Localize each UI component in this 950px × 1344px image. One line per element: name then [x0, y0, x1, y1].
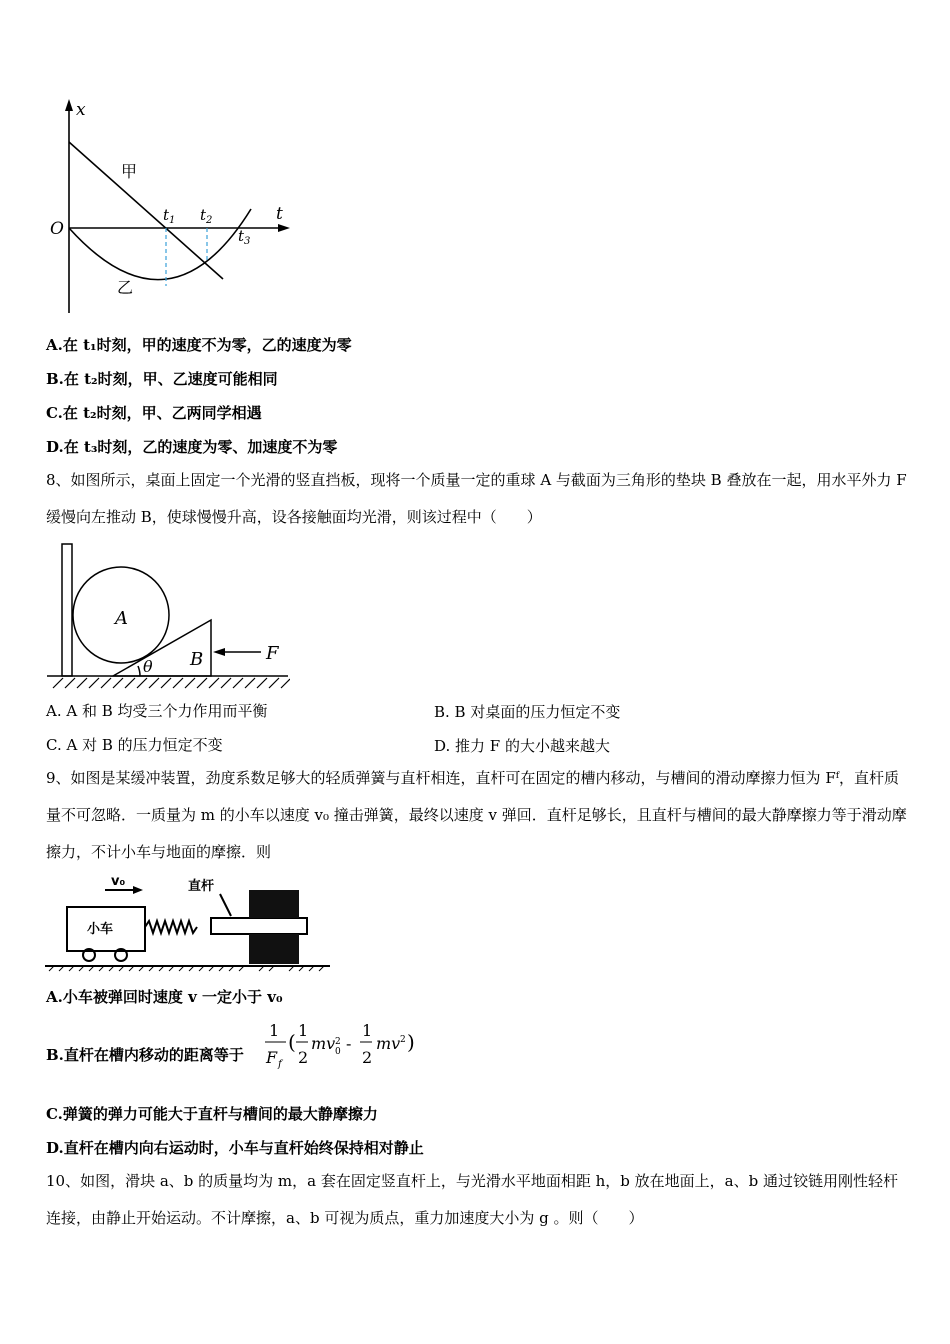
- slot-top: [249, 890, 299, 918]
- q8-stem: 8、如图所示，桌面上固定一个光滑的竖直挡板，现将一个质量一定的重球 A 与截面为三角形的垫块 B 叠放在一起，用水平外力 F 缓慢向左推动 B，使球慢慢升高，设各接触面均光滑，则该过程中（ ）: [46, 471, 907, 526]
- vertical-board: [62, 544, 72, 676]
- rod: [211, 918, 307, 934]
- x-axis-arrow: [65, 99, 73, 111]
- q8-ball-block-figure: [45, 542, 290, 690]
- t1-label: $t_1$: [163, 206, 176, 226]
- svg-text:2: 2: [362, 1048, 373, 1067]
- svg-text:F: F: [266, 1048, 278, 1067]
- q7-option-b: B.在 t₂时刻，甲、乙速度可能相同: [46, 370, 278, 388]
- svg-text:1: 1: [269, 1021, 280, 1040]
- q8-option-d: D. 推力 F 的大小越来越大: [434, 737, 610, 755]
- t3-label: $t_3$: [238, 227, 251, 247]
- q7-xt-graph: [40, 95, 300, 320]
- x-axis-label: x: [76, 100, 86, 120]
- v0-arrowhead: [133, 886, 143, 894]
- ball-a-label: A: [115, 608, 128, 629]
- q9-stem: 9、如图是某缓冲装置，劲度系数足够大的轻质弹簧与直杆相连，直杆可在固定的槽内移动，与槽间的滑动摩擦力恒为 Fᶠ，直杆质量不可忽略．一质量为 m 的小车以速度 v₀ 撞击弹簧，最终以速度 v 弹回．直杆足够长，且直杆与槽间的最大静摩擦力等于滑动摩擦力，不计小车与地面的摩擦．则: [46, 769, 907, 861]
- q9-buffer-device-figure: [45, 872, 335, 972]
- svg-text:-: -: [346, 1034, 352, 1053]
- cart-label: 小车: [87, 922, 114, 937]
- yi-label: 乙: [117, 278, 134, 297]
- svg-text:0: 0: [335, 1047, 341, 1057]
- svg-text:1: 1: [362, 1021, 373, 1040]
- v0-label: v₀: [111, 874, 126, 889]
- q7-option-a: A.在 t₁时刻，甲的速度不为零，乙的速度为零: [46, 336, 352, 354]
- rod-pointer: [220, 894, 231, 916]
- force-f-label: F: [266, 643, 279, 664]
- q8-option-c: C. A 对 B 的压力恒定不变: [46, 736, 223, 754]
- t-axis-arrow: [278, 224, 290, 232]
- q9-option-a: A.小车被弹回时速度 v 一定小于 v₀: [46, 988, 283, 1006]
- block-b-label: B: [190, 649, 204, 670]
- spring: [145, 921, 197, 933]
- theta-label: θ: [143, 657, 153, 676]
- svg-text:mv: mv: [311, 1034, 336, 1053]
- theta-arc: [138, 666, 140, 676]
- slot-bottom: [249, 934, 299, 964]
- svg-text:f: f: [278, 1059, 282, 1070]
- q7-option-c: C.在 t₂时刻，甲、乙两同学相遇: [46, 404, 262, 422]
- q9-option-b-formula: [262, 1018, 442, 1070]
- svg-text:mv: mv: [376, 1034, 401, 1053]
- t2-label: $t_2$: [200, 206, 213, 226]
- q9-option-b-text: B.直杆在槽内移动的距离等于: [46, 1046, 244, 1064]
- force-arrowhead: [213, 648, 225, 656]
- q10-stem: 10、如图，滑块 a、b 的质量均为 m，a 套在固定竖直杆上，与光滑水平地面相距 h，b 放在地面上，a、b 通过铰链用刚性轻杆连接，由静止开始运动。不计摩擦，a、b 可视为质点，重力加速度大小为 g 。则（ ）: [46, 1172, 898, 1227]
- yi-curve: [69, 209, 251, 280]
- svg-text:): ): [407, 1030, 415, 1054]
- rod-label: 直杆: [188, 879, 215, 894]
- q7-option-d: D.在 t₃时刻，乙的速度为零、加速度不为零: [46, 438, 338, 456]
- svg-text:1: 1: [298, 1021, 309, 1040]
- q8-option-b: B. B 对桌面的压力恒定不变: [434, 703, 621, 721]
- q9-option-d: D.直杆在槽内向右运动时，小车与直杆始终保持相对静止: [46, 1139, 424, 1157]
- q8-option-a: A. A 和 B 均受三个力作用而平衡: [46, 702, 268, 720]
- origin-label: O: [50, 219, 64, 239]
- svg-text:2: 2: [298, 1048, 309, 1067]
- q9-option-c: C.弹簧的弹力可能大于直杆与槽间的最大静摩擦力: [46, 1105, 378, 1123]
- jia-label: 甲: [121, 162, 138, 181]
- svg-text:2: 2: [400, 1035, 406, 1045]
- t-axis-label: t: [276, 204, 283, 224]
- svg-text:(: (: [288, 1030, 296, 1054]
- svg-text:2: 2: [335, 1037, 341, 1047]
